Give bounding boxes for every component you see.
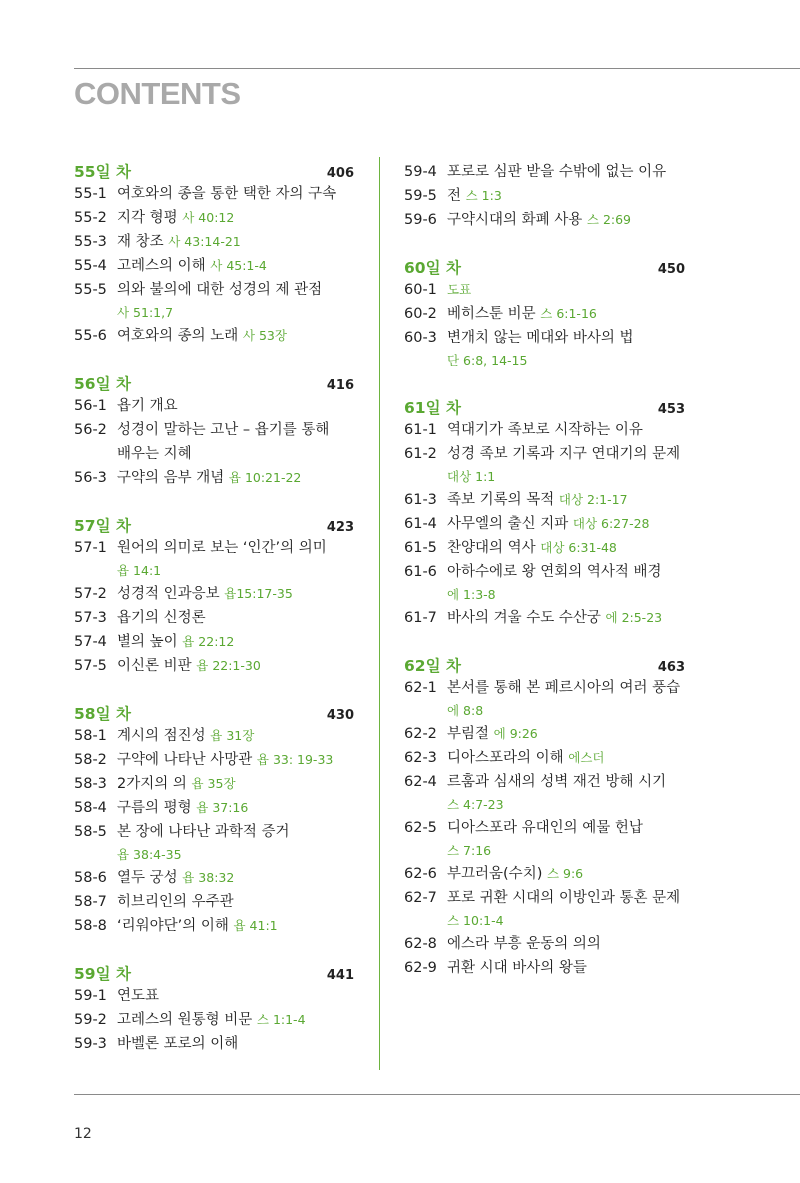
chapter-page-number: 463 xyxy=(657,660,685,675)
toc-entry[interactable] xyxy=(74,394,354,418)
entry-reference: 스 6:1-16 xyxy=(540,306,597,321)
entry-reference: 사 43:14-21 xyxy=(168,234,241,249)
entry-number: 61-3 xyxy=(404,492,437,508)
entry-title: 구름의 평형 xyxy=(117,800,192,816)
entry-body xyxy=(117,606,354,630)
entry-number: 57-3 xyxy=(74,610,107,626)
entry-reference: 도표 xyxy=(447,282,472,297)
chapter-title: 59일 차 xyxy=(74,965,131,983)
entry-body xyxy=(117,182,354,206)
toc-entry[interactable] xyxy=(404,932,685,956)
entry-title: 에스라 부흥 운동의 의의 xyxy=(447,936,601,952)
entry-reference: 에 9:26 xyxy=(493,726,538,741)
entry-body xyxy=(117,796,354,820)
toc-entry[interactable] xyxy=(74,182,354,206)
entry-title: 부림절 xyxy=(447,726,490,742)
entry-reference: 욥 38:32 xyxy=(182,870,235,885)
entry-body xyxy=(447,418,685,442)
entry-title: 아하수에로 왕 연회의 역사적 배경 xyxy=(447,564,662,580)
entry-title: 별의 높이 xyxy=(117,634,178,650)
entry-title: 찬양대의 역사 xyxy=(447,540,536,556)
chapter-title: 60일 차 xyxy=(404,259,461,277)
entry-number: 57-4 xyxy=(74,634,107,650)
entry-body xyxy=(447,956,685,980)
chapter-heading[interactable] xyxy=(404,256,685,278)
toc-entry[interactable] xyxy=(404,278,685,302)
toc-entry[interactable] xyxy=(74,890,354,914)
entry-reference: 욥 22:12 xyxy=(182,634,235,649)
toc-entry[interactable] xyxy=(404,816,685,862)
chapter-heading[interactable] xyxy=(74,962,354,984)
entry-reference: 에 1:3-8 xyxy=(447,587,496,602)
toc-entry[interactable] xyxy=(404,770,685,816)
entry-body xyxy=(447,770,685,816)
toc-entry[interactable] xyxy=(74,724,354,748)
entry-number: 60-2 xyxy=(404,306,437,322)
entry-title: 본서를 통해 본 페르시아의 여러 풍습 xyxy=(447,680,681,696)
entry-title: 성경이 말하는 고난 – 욥기를 통해 xyxy=(117,422,330,438)
entry-body xyxy=(447,816,685,862)
entry-body xyxy=(117,1032,354,1056)
entry-body xyxy=(117,206,354,230)
entry-reference: 욥 38:4-35 xyxy=(117,847,182,862)
entry-number: 62-8 xyxy=(404,936,437,952)
entry-reference: 스 2:69 xyxy=(586,212,632,227)
entry-title: 이신론 비판 xyxy=(117,658,192,674)
entry-number: 62-4 xyxy=(404,774,437,790)
entry-body xyxy=(117,890,354,914)
entry-reference: 대상 6:27-28 xyxy=(572,516,650,531)
column-divider xyxy=(379,157,380,1070)
chapter-title: 58일 차 xyxy=(74,705,131,723)
entry-title: 구약의 음부 개념 xyxy=(117,470,225,486)
entry-reference: 욥 37:16 xyxy=(196,800,249,815)
entry-title: 구약에 나타난 사망관 xyxy=(117,752,253,768)
entry-number: 56-3 xyxy=(74,470,107,486)
toc-entry[interactable] xyxy=(404,862,685,886)
entry-reference: 대상 1:1 xyxy=(447,469,496,484)
entry-number: 59-4 xyxy=(404,164,437,180)
entry-body xyxy=(117,466,354,490)
chapter-heading[interactable] xyxy=(404,396,685,418)
chapter-page-number: 450 xyxy=(657,262,685,277)
toc-entry[interactable] xyxy=(404,956,685,980)
toc-entry[interactable] xyxy=(404,208,685,232)
entry-reference: 에스더 xyxy=(568,750,605,765)
toc-entry[interactable] xyxy=(74,418,354,466)
chapter-page-number: 441 xyxy=(326,968,354,983)
entry-number: 58-7 xyxy=(74,894,107,910)
entry-title-continued: 배우는 지혜 xyxy=(117,446,192,462)
entry-number: 58-1 xyxy=(74,728,107,744)
entry-title: 성경적 인과응보 xyxy=(117,586,220,602)
entry-number: 57-2 xyxy=(74,586,107,602)
entry-body xyxy=(447,160,685,184)
toc-entry[interactable] xyxy=(74,278,354,324)
entry-body xyxy=(447,862,685,886)
entry-reference: 사 51:1,7 xyxy=(117,305,174,320)
entry-reference: 에 8:8 xyxy=(447,703,484,718)
entry-body xyxy=(447,746,685,770)
entry-body xyxy=(447,932,685,956)
entry-title: 고레스의 이해 xyxy=(117,258,206,274)
entry-body xyxy=(117,772,354,796)
entry-title: 디아스포라의 이해 xyxy=(447,750,564,766)
entry-number: 60-3 xyxy=(404,330,437,346)
top-rule xyxy=(74,68,800,69)
entry-title: ‘리워야단’의 이해 xyxy=(117,918,229,934)
entry-title: 포로 귀환 시대의 이방인과 통혼 문제 xyxy=(447,890,681,906)
entry-number: 62-2 xyxy=(404,726,437,742)
entry-reference: 욥 31장 xyxy=(210,728,255,743)
entry-number: 58-3 xyxy=(74,776,107,792)
entry-title: 사무엘의 출신 지파 xyxy=(447,516,569,532)
entry-number: 58-5 xyxy=(74,824,107,840)
entry-number: 62-6 xyxy=(404,866,437,882)
entry-title: 디아스포라 유대인의 예물 헌납 xyxy=(447,820,643,836)
entry-number: 62-9 xyxy=(404,960,437,976)
toc-entry[interactable] xyxy=(74,1032,354,1056)
entry-number: 60-1 xyxy=(404,282,437,298)
entry-title: 본 장에 나타난 과학적 증거 xyxy=(117,824,290,840)
chapter-title: 62일 차 xyxy=(404,657,461,675)
entry-title: 성경 족보 기록과 지구 연대기의 문제 xyxy=(447,446,681,462)
toc-entry[interactable] xyxy=(74,914,354,938)
chapter-page-number: 416 xyxy=(326,378,354,393)
entry-number: 61-2 xyxy=(404,446,437,462)
entry-number: 59-6 xyxy=(404,212,437,228)
entry-number: 55-5 xyxy=(74,282,107,298)
toc-entry[interactable] xyxy=(74,866,354,890)
toc-entry[interactable] xyxy=(404,442,685,488)
entry-title: 변개치 않는 메대와 바사의 법 xyxy=(447,330,634,346)
entry-body xyxy=(117,582,354,606)
entry-number: 61-4 xyxy=(404,516,437,532)
entry-number: 58-2 xyxy=(74,752,107,768)
entry-reference: 대상 2:1-17 xyxy=(558,492,628,507)
entry-title: 구약시대의 화폐 사용 xyxy=(447,212,583,228)
entry-title: 역대기가 족보로 시작하는 이유 xyxy=(447,422,643,438)
toc-entry[interactable] xyxy=(74,984,354,1008)
entry-title: 의와 불의에 대한 성경의 제 관점 xyxy=(117,282,323,298)
entry-body xyxy=(447,560,685,606)
entry-body xyxy=(447,886,685,932)
entry-number: 62-7 xyxy=(404,890,437,906)
entry-reference: 욥 35장 xyxy=(191,776,236,791)
entry-number: 55-3 xyxy=(74,234,107,250)
toc-entry[interactable] xyxy=(404,302,685,326)
entry-body xyxy=(447,184,685,208)
entry-body xyxy=(447,302,685,326)
entry-number: 59-5 xyxy=(404,188,437,204)
chapter-title: 55일 차 xyxy=(74,163,131,181)
entry-number: 59-3 xyxy=(74,1036,107,1052)
entry-body xyxy=(117,324,354,348)
entry-title: 귀환 시대 바사의 왕들 xyxy=(447,960,587,976)
entry-reference: 욥 41:1 xyxy=(233,918,278,933)
chapter-heading[interactable] xyxy=(404,654,685,676)
entry-title: 전 xyxy=(447,188,462,204)
bottom-rule xyxy=(74,1094,800,1095)
entry-title: 연도표 xyxy=(117,988,160,1004)
entry-reference: 욥 33: 19-33 xyxy=(256,752,334,767)
toc-entry[interactable] xyxy=(74,536,354,582)
entry-title: 재 창조 xyxy=(117,234,164,250)
entry-reference: 대상 6:31-48 xyxy=(540,540,617,555)
toc-entry[interactable] xyxy=(74,630,354,654)
toc-entry[interactable] xyxy=(74,796,354,820)
entry-body xyxy=(447,606,685,630)
entry-reference: 에 2:5-23 xyxy=(605,610,663,625)
chapter-title: 56일 차 xyxy=(74,375,131,393)
entry-body xyxy=(447,326,685,372)
entry-title: 여호와의 종의 노래 xyxy=(117,328,239,344)
entry-number: 58-6 xyxy=(74,870,107,886)
entry-body xyxy=(447,208,685,232)
entry-number: 55-4 xyxy=(74,258,107,274)
entry-number: 61-6 xyxy=(404,564,437,580)
entry-number: 59-1 xyxy=(74,988,107,1004)
chapter-title: 61일 차 xyxy=(404,399,461,417)
entry-body xyxy=(117,1008,354,1032)
entry-title: 2가지의 의 xyxy=(117,776,187,792)
entry-title: 고레스의 원통형 비문 xyxy=(117,1012,253,1028)
entry-number: 62-3 xyxy=(404,750,437,766)
entry-number: 57-1 xyxy=(74,540,107,556)
chapter-heading[interactable] xyxy=(74,160,354,182)
entry-title: 욥기 개요 xyxy=(117,398,178,414)
chapter-page-number: 406 xyxy=(326,166,354,181)
entry-title: 베히스툰 비문 xyxy=(447,306,536,322)
toc-entry[interactable] xyxy=(404,722,685,746)
toc-entry[interactable] xyxy=(74,820,354,866)
entry-title: 여호와의 종을 통한 택한 자의 구속 xyxy=(117,186,337,202)
toc-entry[interactable] xyxy=(74,748,354,772)
entry-title: 히브리인의 우주관 xyxy=(117,894,234,910)
chapter-page-number: 423 xyxy=(326,520,354,535)
toc-entry[interactable] xyxy=(404,536,685,560)
entry-reference: 욥15:17-35 xyxy=(224,586,293,601)
entry-body xyxy=(117,630,354,654)
entry-body xyxy=(447,512,685,536)
entry-body xyxy=(447,722,685,746)
entry-body xyxy=(117,724,354,748)
toc-entry[interactable] xyxy=(404,676,685,722)
entry-reference: 욥 22:1-30 xyxy=(196,658,261,673)
entry-body xyxy=(117,654,354,678)
toc-entry[interactable] xyxy=(404,512,685,536)
chapter-heading[interactable] xyxy=(74,372,354,394)
entry-reference: 욥 10:21-22 xyxy=(228,470,302,485)
chapter-page-number: 453 xyxy=(657,402,685,417)
entry-number: 62-1 xyxy=(404,680,437,696)
entry-number: 56-1 xyxy=(74,398,107,414)
entry-number: 55-1 xyxy=(74,186,107,202)
entry-body xyxy=(117,254,354,278)
entry-body xyxy=(447,488,685,512)
chapter-page-number: 430 xyxy=(326,708,354,723)
entry-body xyxy=(117,278,354,324)
entry-body xyxy=(447,676,685,722)
chapter-heading[interactable] xyxy=(74,514,354,536)
toc-entry[interactable] xyxy=(404,184,685,208)
entry-body xyxy=(117,748,354,772)
entry-reference: 스 1:3 xyxy=(465,188,502,203)
entry-body xyxy=(117,984,354,1008)
entry-reference: 사 53장 xyxy=(242,328,287,343)
entry-title: 열두 궁성 xyxy=(117,870,178,886)
entry-title: 계시의 점진성 xyxy=(117,728,206,744)
toc-entry[interactable] xyxy=(74,582,354,606)
entry-number: 58-8 xyxy=(74,918,107,934)
toc-entry[interactable] xyxy=(404,488,685,512)
entry-number: 59-2 xyxy=(74,1012,107,1028)
chapter-title: 57일 차 xyxy=(74,517,131,535)
entry-reference: 스 1:1-4 xyxy=(256,1012,306,1027)
toc-entry[interactable] xyxy=(74,466,354,490)
entry-title: 바사의 겨울 수도 수산궁 xyxy=(447,610,601,626)
entry-reference: 사 45:1-4 xyxy=(210,258,267,273)
toc-entry[interactable] xyxy=(74,324,354,348)
toc-entry[interactable] xyxy=(404,418,685,442)
toc-entry[interactable] xyxy=(74,230,354,254)
entry-body xyxy=(447,278,685,302)
entry-body xyxy=(447,442,685,488)
entry-number: 61-7 xyxy=(404,610,437,626)
entry-title: 부끄러움(수치) xyxy=(447,866,543,882)
entry-number: 55-2 xyxy=(74,210,107,226)
toc-right-column xyxy=(404,160,685,980)
entry-reference: 욥 14:1 xyxy=(117,563,162,578)
toc-entry[interactable] xyxy=(74,254,354,278)
entry-number: 58-4 xyxy=(74,800,107,816)
page-number: 12 xyxy=(74,1126,92,1142)
page-title: CONTENTS xyxy=(74,76,241,111)
entry-title: 지각 형평 xyxy=(117,210,178,226)
chapter-heading[interactable] xyxy=(74,702,354,724)
entry-title: 욥기의 신정론 xyxy=(117,610,206,626)
entry-body xyxy=(117,536,354,582)
entry-body xyxy=(117,394,354,418)
toc-entry[interactable] xyxy=(74,654,354,678)
toc-entry[interactable] xyxy=(74,606,354,630)
entry-title: 족보 기록의 목적 xyxy=(447,492,555,508)
entry-title: 르훔과 심새의 성벽 재건 방해 시기 xyxy=(447,774,667,790)
toc-entry[interactable] xyxy=(404,326,685,372)
entry-number: 61-5 xyxy=(404,540,437,556)
entry-number: 55-6 xyxy=(74,328,107,344)
entry-title: 원어의 의미로 보는 ‘인간’의 의미 xyxy=(117,540,327,556)
toc-entry[interactable] xyxy=(404,606,685,630)
toc-entry[interactable] xyxy=(74,206,354,230)
entry-reference: 단 6:8, 14-15 xyxy=(447,353,528,368)
entry-title: 바벨론 포로의 이해 xyxy=(117,1036,239,1052)
entry-number: 56-2 xyxy=(74,422,107,438)
entry-reference: 사 40:12 xyxy=(182,210,235,225)
entry-body xyxy=(117,914,354,938)
toc-entry[interactable] xyxy=(74,1008,354,1032)
toc-entry[interactable] xyxy=(74,772,354,796)
toc-entry[interactable] xyxy=(404,746,685,770)
toc-entry[interactable] xyxy=(404,560,685,606)
toc-entry[interactable] xyxy=(404,886,685,932)
entry-reference: 스 4:7-23 xyxy=(447,797,504,812)
entry-body xyxy=(117,418,354,466)
entry-number: 61-1 xyxy=(404,422,437,438)
entry-body xyxy=(447,536,685,560)
entry-body xyxy=(117,230,354,254)
entry-body xyxy=(117,866,354,890)
entry-title: 포로로 심판 받을 수밖에 없는 이유 xyxy=(447,164,667,180)
entry-number: 62-5 xyxy=(404,820,437,836)
entry-number: 57-5 xyxy=(74,658,107,674)
entry-reference: 스 7:16 xyxy=(447,843,492,858)
toc-entry[interactable] xyxy=(404,160,685,184)
toc-left-column xyxy=(74,160,354,1056)
entry-reference: 스 10:1-4 xyxy=(447,913,504,928)
entry-reference: 스 9:6 xyxy=(546,866,584,881)
entry-body xyxy=(117,820,354,866)
